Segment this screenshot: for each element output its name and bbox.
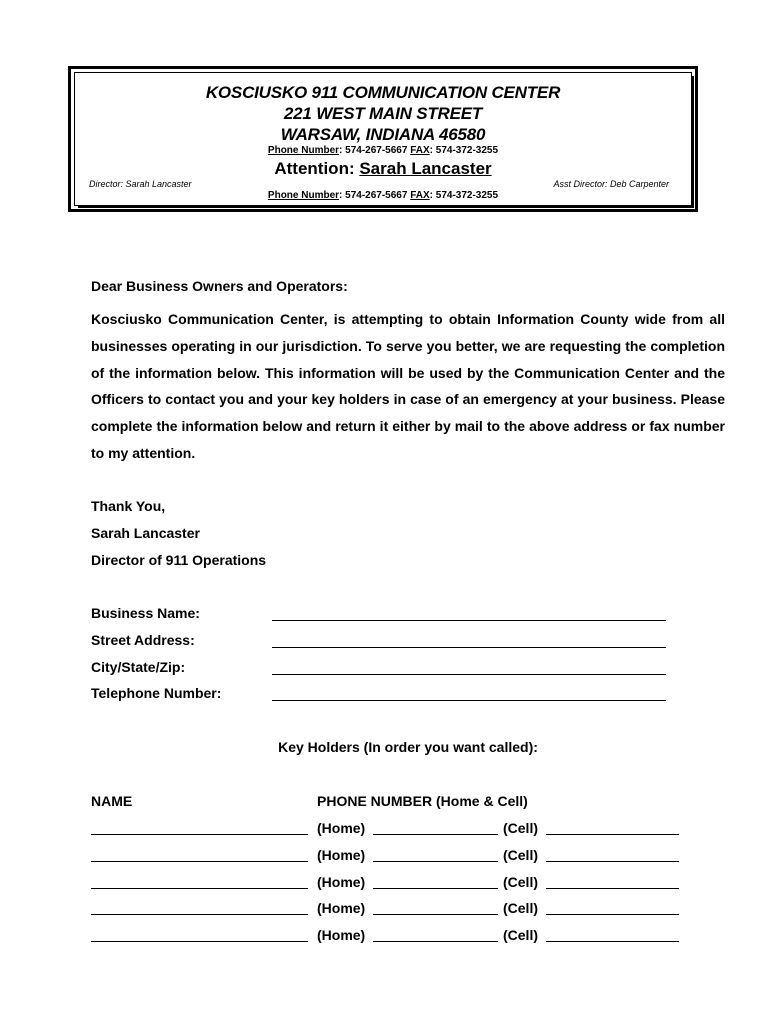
- attention-line: [75, 159, 691, 179]
- home-label: (Home): [317, 847, 366, 863]
- org-phone-line: [75, 145, 691, 156]
- phone-column-header: PHONE NUMBER (Home & Cell): [317, 793, 528, 809]
- telephone-field[interactable]: [272, 700, 666, 701]
- closing: Thank You,: [91, 498, 166, 514]
- key-holder-name-field[interactable]: [91, 861, 308, 862]
- attention-label: Attention:: [274, 159, 360, 178]
- phone2-label: Phone Number: [267, 190, 340, 201]
- letter-paragraph: Kosciusko Communication Center, is attempting to obtain Information County wide from all businesses operating in our jurisdiction. To serve you better, we are requesting the completion of the information below. This information will be used by the Communication Center and the Officers to contact you and your key holders in case of an emergency at your business. Please complete the information below and return it either by mail to the above address or fax number to my attention.: [91, 311, 725, 461]
- fax-value: : 574-372-3255: [429, 145, 499, 156]
- home-label: (Home): [317, 874, 366, 890]
- key-holder-name-field[interactable]: [91, 941, 308, 942]
- key-holder-name-field[interactable]: [91, 834, 308, 835]
- home-label: (Home): [317, 820, 366, 836]
- org-city: WARSAW, INDIANA 46580: [280, 125, 486, 144]
- org-street: 221 WEST MAIN STREET: [283, 104, 483, 123]
- business-name-label: Business Name:: [91, 605, 200, 621]
- attention-name: Sarah Lancaster: [359, 159, 492, 178]
- key-holder-name-field[interactable]: [91, 888, 308, 889]
- letterhead-box: [68, 66, 698, 212]
- home-phone-field[interactable]: [373, 914, 498, 915]
- phone2-value: : 574-267-5667: [339, 190, 411, 201]
- director-line: Director: Sarah Lancaster: [89, 179, 192, 189]
- key-holders-title: Key Holders (In order you want called):: [278, 739, 538, 755]
- cell-phone-field[interactable]: [546, 861, 679, 862]
- home-phone-field[interactable]: [373, 861, 498, 862]
- fax2-label: FAX: [410, 190, 430, 201]
- letterhead-inner: [74, 72, 692, 206]
- home-label: (Home): [317, 900, 366, 916]
- cell-phone-field[interactable]: [546, 941, 679, 942]
- home-label: (Home): [317, 927, 366, 943]
- signer-title: Director of 911 Operations: [91, 552, 267, 568]
- name-column-header: NAME: [91, 793, 133, 809]
- asst-director-line: Asst Director: Deb Carpenter: [553, 179, 669, 189]
- cell-label: (Cell): [503, 874, 538, 890]
- cell-label: (Cell): [503, 820, 538, 836]
- phone-value: : 574-267-5667: [339, 145, 411, 156]
- cell-label: (Cell): [503, 900, 538, 916]
- business-name-field[interactable]: [272, 620, 666, 621]
- home-phone-field[interactable]: [373, 941, 498, 942]
- cell-phone-field[interactable]: [546, 834, 679, 835]
- home-phone-field[interactable]: [373, 834, 498, 835]
- org-name: KOSCIUSKO 911 COMMUNICATION CENTER: [205, 83, 561, 102]
- cell-label: (Cell): [503, 927, 538, 943]
- fax-label: FAX: [410, 145, 430, 156]
- street-address-field[interactable]: [272, 647, 666, 648]
- cell-phone-field[interactable]: [546, 888, 679, 889]
- org-phone-line-2: [75, 190, 691, 201]
- telephone-label: Telephone Number:: [91, 685, 222, 701]
- salutation: Dear Business Owners and Operators:: [91, 278, 348, 294]
- cell-phone-field[interactable]: [546, 914, 679, 915]
- cell-label: (Cell): [503, 847, 538, 863]
- home-phone-field[interactable]: [373, 888, 498, 889]
- key-holder-name-field[interactable]: [91, 914, 308, 915]
- signer-name: Sarah Lancaster: [91, 525, 200, 541]
- fax2-value: : 574-372-3255: [429, 190, 499, 201]
- street-address-label: Street Address:: [91, 632, 195, 648]
- city-state-zip-field[interactable]: [272, 674, 666, 675]
- city-state-zip-label: City/State/Zip:: [91, 659, 186, 675]
- phone-label: Phone Number: [267, 145, 340, 156]
